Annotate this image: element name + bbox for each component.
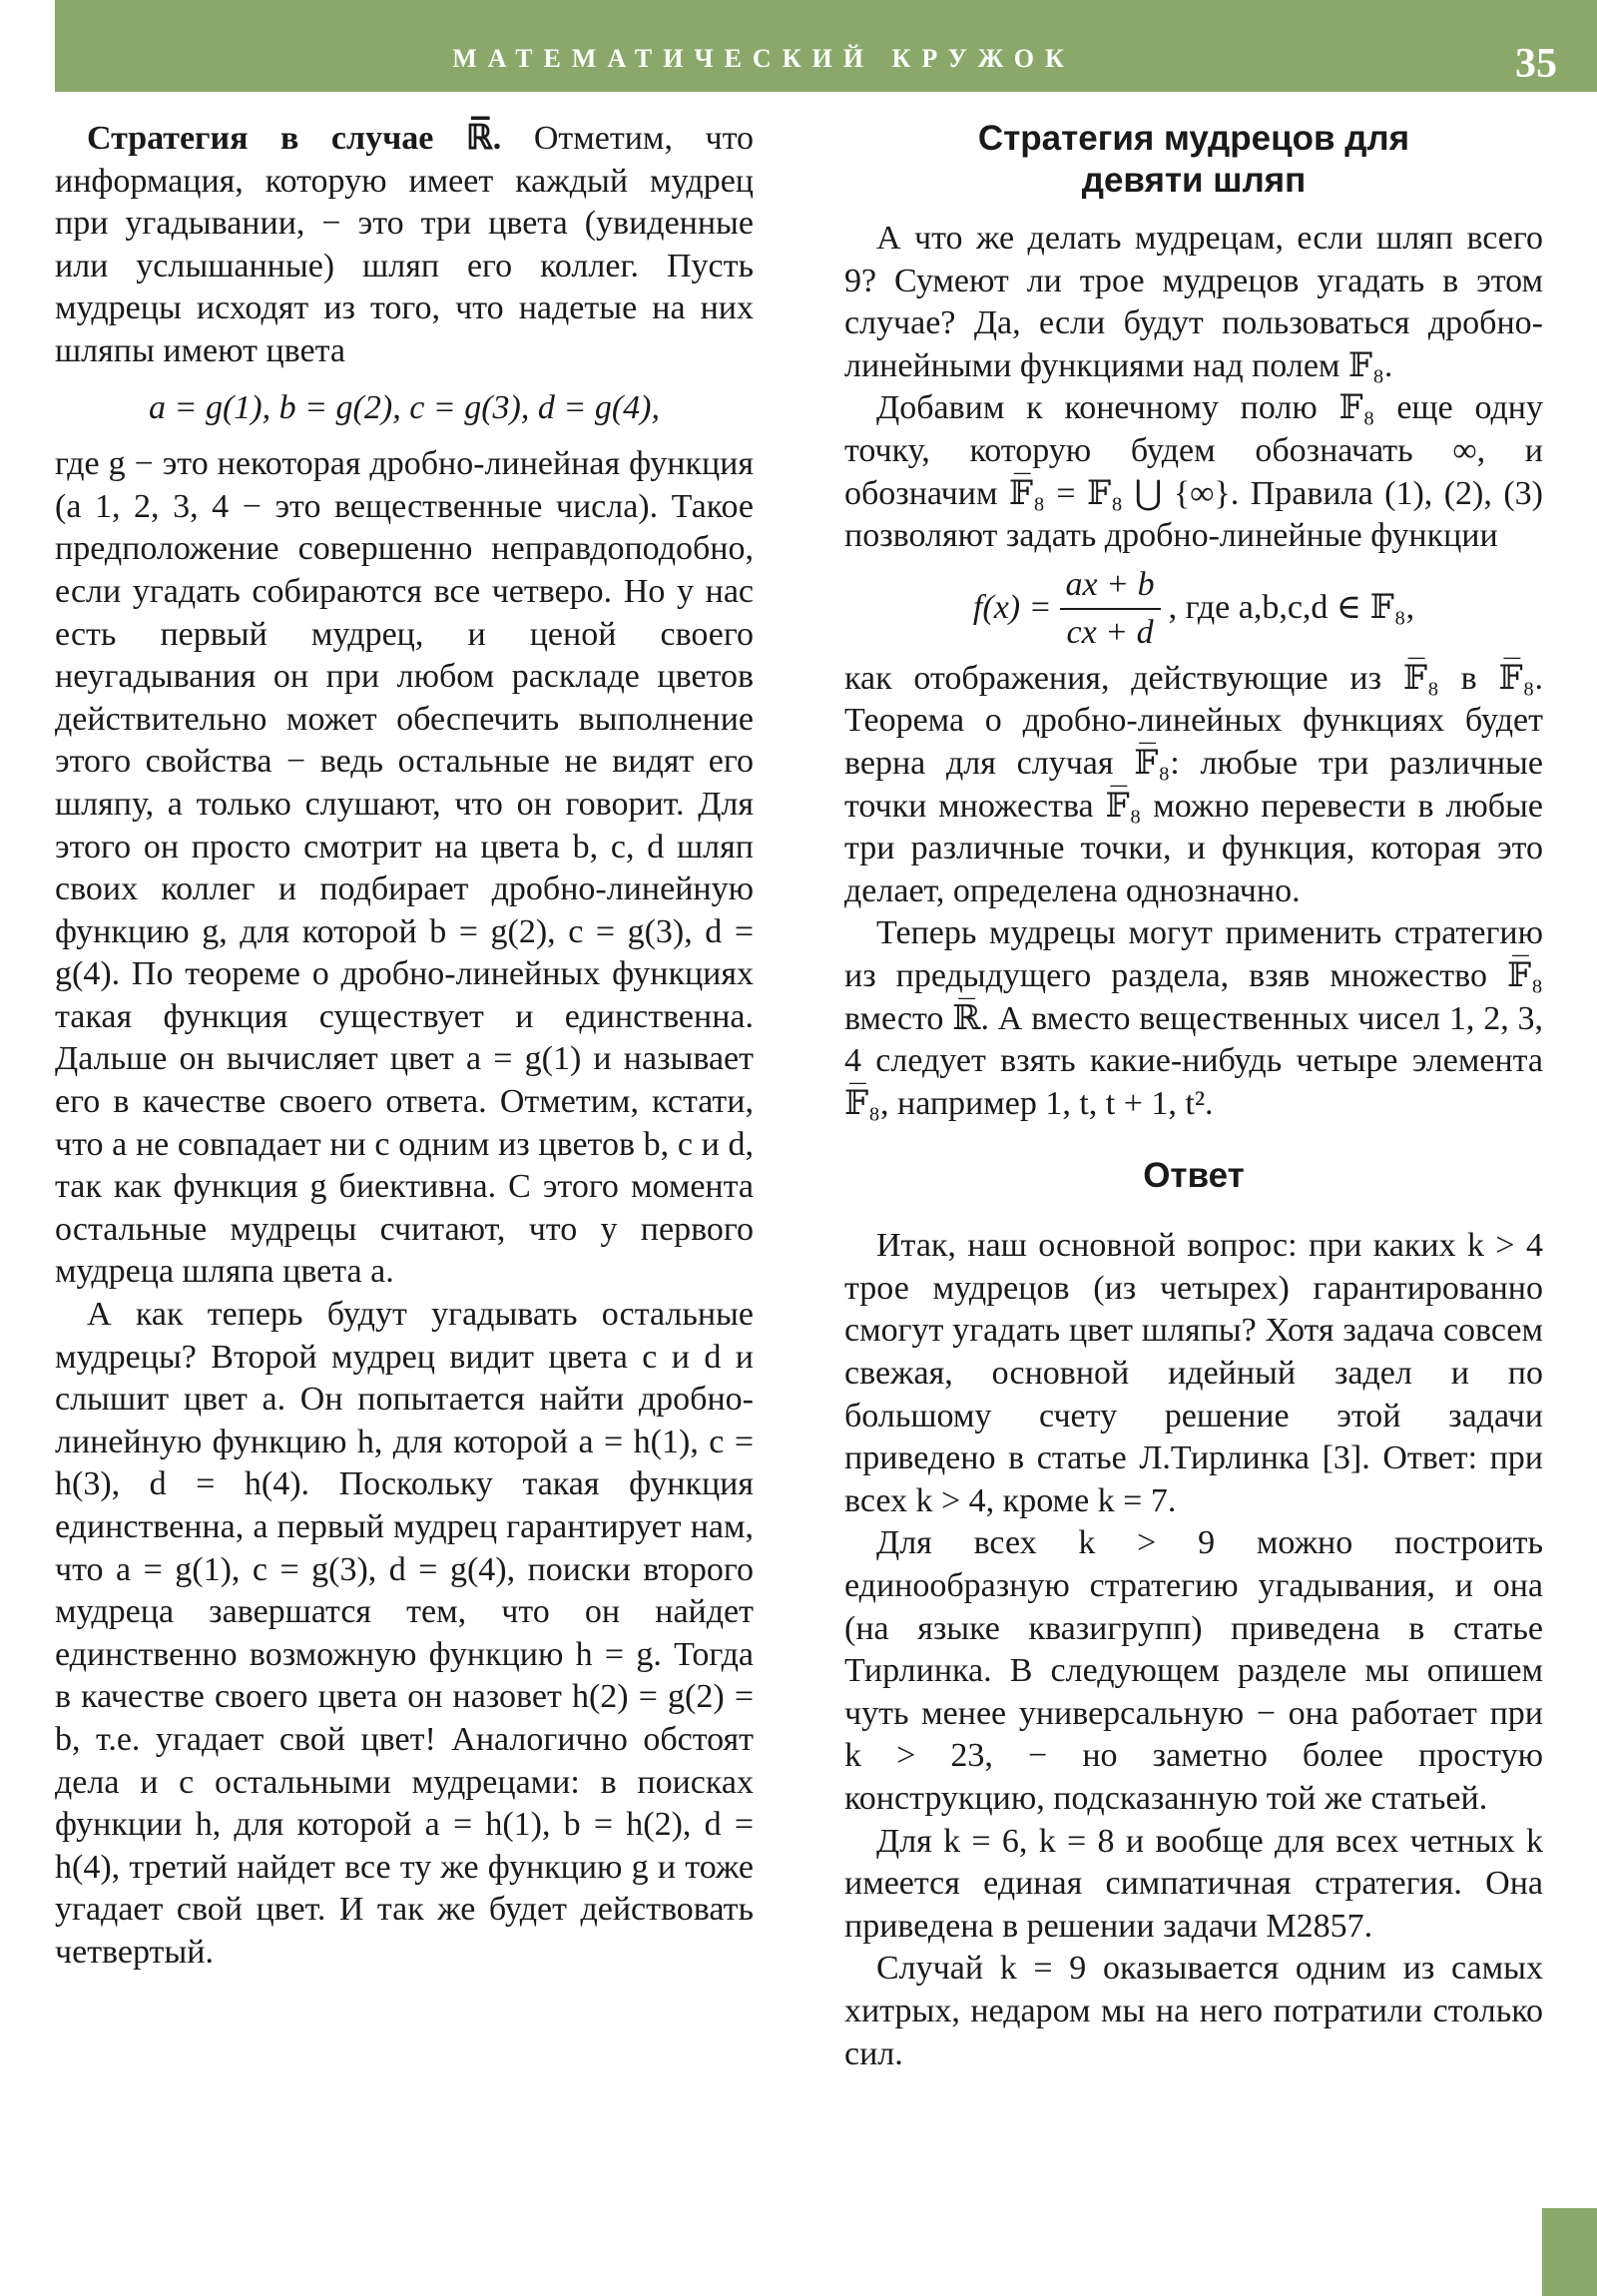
paragraph: Добавим к конечному полю 𝔽₈ еще одну точку, которую будем обозначать ∞, и обозначим 𝔽̅₈ = 𝔽₈ ⋃ {∞}. Правила (1), (2), (3) позволяют задать дробно-линейные функции	[844, 389, 1543, 555]
formula-rhs: , где a,b,c,d ∈ 𝔽₈,	[1168, 589, 1415, 627]
paragraph: Случай k = 9 оказывается одним из самых хитрых, недаром мы на него потратили столько сил.	[844, 1950, 1543, 2072]
paragraph	[55, 118, 754, 373]
paragraph: как отображения, действующие из 𝔽̅₈ в 𝔽̅₈. Теорема о дробно-линейных функциях будет верна для случая 𝔽̅₈: любые три различные точки множества 𝔽̅₈ можно перевести в любые три различные точки, и функция, которая это делает, определена однозначно.	[844, 659, 1543, 909]
right-column	[844, 118, 1543, 2075]
paragraph: А как теперь будут угадывать остальные мудрецы? Второй мудрец видит цвета c и d и слышит цвет a. Он попытается найти дробно-линейную функцию h, для которой a = h(1), c = h(3), d = h(4). Поскольку такая функция единственна, а первый мудрец гарантирует нам, что a = g(1), c = g(3), d = g(4), поиски второго мудреца завершатся тем, что он найдет единственно возможную функцию h = g. Тогда в качестве своего цвета он назовет h(2) = g(2) = b, т.е. угадает свой цвет! Аналогично обстоят дела и с остальными мудрецами: в поисках функции h, для которой a = h(1), b = h(2), d = h(4), третий найдет все ту же функцию g и тоже угадает свой цвет. И так же будет действовать четвертый.	[55, 1296, 754, 1971]
fraction-numerator: ax + b	[1060, 562, 1161, 610]
section-lead: Стратегия в случае ℝ̅.	[87, 120, 502, 157]
fraction-denominator: cx + d	[1066, 613, 1154, 651]
paragraph: А что же делать мудрецам, если шляп всего 9? Сумеют ли трое мудрецов угадать в этом случае? Да, если будут пользоваться дробно-линейными функциями над полем 𝔽₈.	[844, 220, 1543, 384]
paragraph: Теперь мудрецы могут применить стратегию из предыдущего раздела, взяв множество 𝔽̅₈ вместо ℝ̅. А вместо вещественных чисел 1, 2, 3, 4 следует взять какие-нибудь четыре элемента 𝔽̅₈, например 1, t, t + 1, t².	[844, 914, 1543, 1122]
paragraph: Для k = 6, k = 8 и вообще для всех четных k имеется единая симпатичная стратегия. Она приведена в решении задачи М2857.	[844, 1822, 1543, 1945]
formula-lhs: f(x) =	[972, 589, 1052, 627]
left-column	[55, 118, 754, 1975]
paragraph: Для всех k > 9 можно построить единообразную стратегию угадывания, и она (на языке квазигрупп) приведена в статье Тирлинка. В следующем разделе мы опишем чуть менее универсальную − она работает при k > 23, − но заметно более простую конструкцию, подсказанную той же статьей.	[844, 1524, 1543, 1817]
page-number: 35	[1515, 41, 1557, 87]
fraction	[1060, 562, 1161, 656]
paragraph: где g − это некоторая дробно-линейная функция (а 1, 2, 3, 4 − это вещественные числа). Такое предположение совершенно неправдоподобно, если угадать собираются все четверо. Но у нас есть первый мудрец, и ценой своего неугадывания он при любом раскладе цветов действительно может обеспечить выполнение этого свойства − ведь остальные не видят его шляпу, а только слушают, что он говорит. Для этого он просто смотрит на цвета b, c, d шляп своих коллег и подбирает дробно-линейную функцию g, для которой b = g(2), c = g(3), d = g(4). По теореме о дробно-линейных функциях такая функция существует и единственна. Дальше он вычисляет цвет a = g(1) и называет его в качестве своего ответа. Отметим, кстати, что a не совпадает ни с одним из цветов b, c и d, так как функция g биективна. С этого момента остальные мудрецы считают, что у первого мудреца шляпа цвета a.	[55, 445, 754, 1291]
corner-block	[1542, 2208, 1597, 2296]
formula: a = g(1), b = g(2), c = g(3), d = g(4),	[149, 388, 660, 426]
paragraph-text: Отметим, что информация, которую имеет каждый мудрец при угадывании, − это три цвета (увиденные или услышанные) шляп его коллег. Пусть мудрецы исходят из того, что надетые на них шляпы имеют цвета	[55, 120, 754, 369]
section-heading: Стратегия мудрецов для девяти шляп	[977, 119, 1410, 200]
running-title: МАТЕМАТИЧЕСКИЙ КРУЖОК	[452, 44, 1075, 73]
paragraph: Итак, наш основной вопрос: при каких k > 4 трое мудрецов (из четырех) гарантированно смогут угадать цвет шляпы? Хотя задача совсем свежая, основной идейный задел и по большому счету решение этой задачи приведено в статье Л.Тирлинка [3]. Ответ: при всех k > 4, кроме k = 7.	[844, 1227, 1543, 1519]
section-heading: Ответ	[1143, 1156, 1245, 1196]
fraction-formula	[844, 562, 1543, 656]
